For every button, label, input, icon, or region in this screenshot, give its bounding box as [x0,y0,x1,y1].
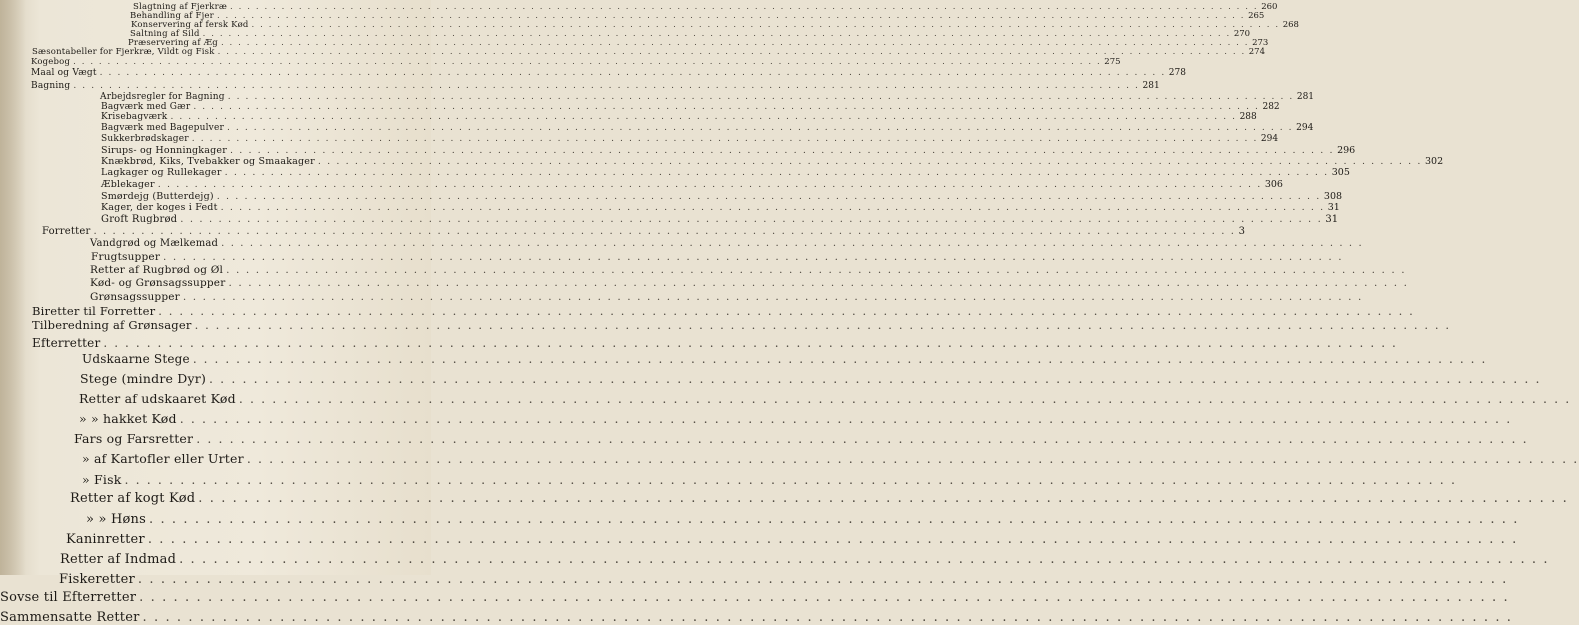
toc-leader-dots: . . . . . . . . . . . . . . . . . . . . . . . . . . . . . . . . . . . . . . . . . . . . . . . . . . . . . . . . . . . . . . . . . . . . . . . . . . . . . . . . . . . . . . . . . . . . . . . . . . . . . . . . . . . . . . . . . . . . . . . . [209,371,1542,386]
toc-entry-page-number: 273 [1252,38,1269,48]
toc-leader-dots: . . . . . . . . . . . . . . . . . . . . . . . . . . . . . . . . . . . . . . . . . . . . . . . . . . . . . . . . . . . . . . . . . . . . . . . . . . . . . . . . . . . . . . . . . . . . . . . . . . . . . . . . . . . . . . . . . . . . . . . . [198,491,1569,506]
toc-entry-label: Stege (mindre Dyr) [80,371,207,386]
toc-entry-page-number: 281 [1296,92,1315,102]
toc-leader-dots: . . . . . . . . . . . . . . . . . . . . . . . . . . . . . . . . . . . . . . . . . . . . . . . . . . . . . . . . . . . . . . . . . . . . . . . . . . . . . . . . . . . . . . . . . . . . . . . . . . . . . . . . . . . . . . . . . . . . . . . . [157,179,1262,190]
toc-entry [101,145,1356,156]
toc-leader-dots: . . . . . . . . . . . . . . . . . . . . . . . . . . . . . . . . . . . . . . . . . . . . . . . . . . . . . . . . . . . . . . . . . . . . . . . . . . . . . . . . . . . . . . . . . . . . . . . . . . . . . . . . . . . . . . . . . . . . . . . . [220,38,1250,48]
toc-entry [101,134,1279,144]
toc-entry [80,371,1542,386]
toc-entry-label: Sammensatte Retter [0,610,140,625]
toc-entry [32,318,1451,332]
toc-entry [101,167,1350,178]
toc-entry-page-number: 296 [1337,145,1356,156]
toc-entry-page-number: 270 [1233,29,1251,39]
toc-leader-dots: . . . . . . . . . . . . . . . . . . . . . . . . . . . . . . . . . . . . . . . . . . . . . . . . . . . . . . . . . . . . . . . . . . . . . . . . . . . . . . . . . . . . . . . . . . . . . . . . . . . . . . . . . . . . . . . . . . . . . . . . [226,264,1407,276]
toc-entry-label: Retter af udskaaret Kød [79,391,236,406]
toc-entry-label: » » hakket Kød [79,411,177,426]
toc-entry-label: Bagning [31,81,71,91]
toc-entry-label: » » Høns [86,512,146,527]
toc-entry [82,472,1457,487]
toc-entry [0,590,1510,605]
toc-entry-page-number: 281 [1142,81,1160,91]
toc-entry-label: Saltning af Sild [130,29,200,39]
toc-entry-label: Slagtning af Fjerkræ [133,2,228,12]
toc-entry-label: Bagværk med Gær [101,102,191,112]
toc-entry [70,491,1569,506]
toc-entry-label: Udskaarne Stege [82,352,190,366]
toc-leader-dots: . . . . . . . . . . . . . . . . . . . . . . . . . . . . . . . . . . . . . . . . . . . . . . . . . . . . . . . . . . . . . . . . . . . . . . . . . . . . . . . . . . . . . . . . . . . . . . . . . . . . . . . . . . . . . . . . . . . . . . . . [179,552,1550,567]
toc-leader-dots: . . . . . . . . . . . . . . . . . . . . . . . . . . . . . . . . . . . . . . . . . . . . . . . . . . . . . . . . . . . . . . . . . . . . . . . . . . . . . . . . . . . . . . . . . . . . . . . . . . . . . . . . . . . . . . . . . . . . . . . . [230,2,1259,12]
toc-leader-dots: . . . . . . . . . . . . . . . . . . . . . . . . . . . . . . . . . . . . . . . . . . . . . . . . . . . . . . . . . . . . . . . . . . . . . . . . . . . . . . . . . . . . . . . . . . . . . . . . . . . . . . . . . . . . . . . . . . . . . . . . [216,11,1246,21]
toc-leader-dots: . . . . . . . . . . . . . . . . . . . . . . . . . . . . . . . . . . . . . . . . . . . . . . . . . . . . . . . . . . . . . . . . . . . . . . . . . . . . . . . . . . . . . . . . . . . . . . . . . . . . . . . . . . . . . . . . . . . . . . . . [147,532,1518,547]
toc-entry-label: Kaninretter [66,532,145,547]
toc-entry-page-number: 282 [1262,102,1280,112]
toc-entry-label: Frugtsupper [91,251,161,263]
toc-entry-page-number: 268 [1282,20,1299,30]
toc-entry-label: Bagværk med Bagepulver [101,123,224,133]
toc-entry-page-number: 302 [1425,156,1444,167]
toc-leader-dots: . . . . . . . . . . . . . . . . . . . . . . . . . . . . . . . . . . . . . . . . . . . . . . . . . . . . . . . . . . . . . . . . . . . . . . . . . . . . . . . . . . . . . . . . . . . . . . . . . . . . . . . . . . . . . . . . . . . . . . . . [228,277,1409,289]
toc-entry-page-number: 31 [1325,214,1339,225]
toc-entry [74,431,1529,446]
toc-entry-label: Fars og Farsretter [74,431,194,446]
toc-entry-label: Grønsagssupper [90,291,180,303]
toc-entry [101,179,1283,190]
toc-entry-page-number: 31 [1327,202,1340,213]
toc-entry [101,123,1314,133]
toc-leader-dots: . . . . . . . . . . . . . . . . . . . . . . . . . . . . . . . . . . . . . . . . . . . . . . . . . . . . . . . . . . . . . . . . . . . . . . . . . . . . . . . . . . . . . . . . . . . . . . . . . . . . . . . . . . . . . . . . . . . . . . . . [192,352,1487,366]
toc-entry-label: Tilberedning af Grønsager [32,318,192,332]
toc-entry-label: Vandgrød og Mælkemad [90,238,219,249]
toc-entry-page-number: 278 [1168,68,1186,78]
toc-leader-dots: . . . . . . . . . . . . . . . . . . . . . . . . . . . . . . . . . . . . . . . . . . . . . . . . . . . . . . . . . . . . . . . . . . . . . . . . . . . . . . . . . . . . . . . . . . . . . . . . . . . . . . . . . . . . . . . . . . . . . . . . [227,123,1294,133]
toc-entry [101,156,1444,167]
toc-entry [90,264,1407,276]
toc-entry [32,47,1265,57]
toc-entry-label: Fiskeretter [59,572,135,587]
toc-leader-dots: . . . . . . . . . . . . . . . . . . . . . . . . . . . . . . . . . . . . . . . . . . . . . . . . . . . . . . . . . . . . . . . . . . . . . . . . . . . . . . . . . . . . . . . . . . . . . . . . . . . . . . . . . . . . . . . . . . . . . . . . [148,512,1520,527]
toc-entry [86,512,1520,527]
toc-leader-dots: . . . . . . . . . . . . . . . . . . . . . . . . . . . . . . . . . . . . . . . . . . . . . . . . . . . . . . . . . . . . . . . . . . . . . . . . . . . . . . . . . . . . . . . . . . . . . . . . . . . . . . . . . . . . . . . . . . . . . . . . [93,226,1236,237]
toc-entry [101,202,1340,213]
toc-leader-dots: . . . . . . . . . . . . . . . . . . . . . . . . . . . . . . . . . . . . . . . . . . . . . . . . . . . . . . . . . . . . . . . . . . . . . . . . . . . . . . . . . . . . . . . . . . . . . . . . . . . . . . . . . . . . . . . . . . . . . . . . [142,610,1513,625]
toc-entry-label: Krisebagværk [101,112,168,122]
toc-entry-label: Behandling af Fjer [130,11,214,21]
toc-leader-dots: . . . . . . . . . . . . . . . . . . . . . . . . . . . . . . . . . . . . . . . . . . . . . . . . . . . . . . . . . . . . . . . . . . . . . . . . . . . . . . . . . . . . . . . . . . . . . . . . . . . . . . . . . . . . . . . . . . . . . . . . [191,134,1258,144]
toc-leader-dots: . . . . . . . . . . . . . . . . . . . . . . . . . . . . . . . . . . . . . . . . . . . . . . . . . . . . . . . . . . . . . . . . . . . . . . . . . . . . . . . . . . . . . . . . . . . . . . . . . . . . . . . . . . . . . . . . . . . . . . . . [202,29,1231,39]
toc-entry-label: » af Kartofler eller Urter [82,451,244,466]
toc-entry-page-number: 275 [1104,57,1121,67]
toc-entry [90,238,1364,249]
toc-leader-dots: . . . . . . . . . . . . . . . . . . . . . . . . . . . . . . . . . . . . . . . . . . . . . . . . . . . . . . . . . . . . . . . . . . . . . . . . . . . . . . . . . . . . . . . . . . . . . . . . . . . . . . . . . . . . . . . . . . . . . . . . [179,411,1512,426]
toc-entry [59,572,1508,587]
toc-leader-dots: . . . . . . . . . . . . . . . . . . . . . . . . . . . . . . . . . . . . . . . . . . . . . . . . . . . . . . . . . . . . . . . . . . . . . . . . . . . . . . . . . . . . . . . . . . . . . . . . . . . . . . . . . . . . . . . . . . . . . . . . [103,336,1398,350]
toc-entry-page-number: 3 [1238,226,1245,237]
toc-entry-page-number: 294 [1260,134,1279,144]
toc-entry-label: Sirups- og Honningkager [101,145,227,156]
toc-entry [100,92,1315,102]
toc-entry-label: Lagkager og Rullekager [101,167,222,178]
toc-leader-dots: . . . . . . . . . . . . . . . . . . . . . . . . . . . . . . . . . . . . . . . . . . . . . . . . . . . . . . . . . . . . . . . . . . . . . . . . . . . . . . . . . . . . . . . . . . . . . . . . . . . . . . . . . . . . . . . . . . . . . . . . [224,167,1329,178]
toc-entry-label: Retter af Indmad [60,552,177,567]
toc-entry [42,226,1245,237]
toc-entry-label: Efterretter [32,336,101,350]
toc-leader-dots: . . . . . . . . . . . . . . . . . . . . . . . . . . . . . . . . . . . . . . . . . . . . . . . . . . . . . . . . . . . . . . . . . . . . . . . . . . . . . . . . . . . . . . . . . . . . . . . . . . . . . . . . . . . . . . . . . . . . . . . . [139,590,1510,605]
toc-entry-page-number: 308 [1323,191,1343,202]
toc-entry-label: Kød- og Grønsagssupper [90,277,226,289]
toc-entry [82,451,1579,466]
toc-entry [82,352,1487,366]
toc-entry-label: » Fisk [82,472,122,487]
toc-leader-dots: . . . . . . . . . . . . . . . . . . . . . . . . . . . . . . . . . . . . . . . . . . . . . . . . . . . . . . . . . . . . . . . . . . . . . . . . . . . . . . . . . . . . . . . . . . . . . . . . . . . . . . . . . . . . . . . . . . . . . . . . [251,20,1280,30]
toc-entry-label: Retter af kogt Kød [70,491,196,506]
toc-leader-dots: . . . . . . . . . . . . . . . . . . . . . . . . . . . . . . . . . . . . . . . . . . . . . . . . . . . . . . . . . . . . . . . . . . . . . . . . . . . . . . . . . . . . . . . . . . . . . . . . . . . . . . . . . . . . . . . . . . . . . . . . [317,156,1422,167]
toc-entry [66,532,1518,547]
toc-leader-dots: . . . . . . . . . . . . . . . . . . . . . . . . . . . . . . . . . . . . . . . . . . . . . . . . . . . . . . . . . . . . . . . . . . . . . . . . . . . . . . . . . . . . . . . . . . . . . . . . . . . . . . . . . . . . . . . . . . . . . . . . [216,191,1321,202]
toc-leader-dots: . . . . . . . . . . . . . . . . . . . . . . . . . . . . . . . . . . . . . . . . . . . . . . . . . . . . . . . . . . . . . . . . . . . . . . . . . . . . . . . . . . . . . . . . . . . . . . . . . . . . . . . . . . . . . . . . . . . . . . . . [182,291,1363,303]
toc-entry-label: Præservering af Æg [128,38,218,48]
toc-leader-dots: . . . . . . . . . . . . . . . . . . . . . . . . . . . . . . . . . . . . . . . . . . . . . . . . . . . . . . . . . . . . . . . . . . . . . . . . . . . . . . . . . . . . . . . . . . . . . . . . . . . . . . . . . . . . . . . . . . . . . . . . [220,202,1325,213]
toc-entry-label: Knækbrød, Kiks, Tvebakker og Smaakager [101,156,315,167]
toc-leader-dots: . . . . . . . . . . . . . . . . . . . . . . . . . . . . . . . . . . . . . . . . . . . . . . . . . . . . . . . . . . . . . . . . . . . . . . . . . . . . . . . . . . . . . . . . . . . . . . . . . . . . . . . . . . . . . . . . . . . . . . . . [229,145,1335,156]
toc-leader-dots: . . . . . . . . . . . . . . . . . . . . . . . . . . . . . . . . . . . . . . . . . . . . . . . . . . . . . . . . . . . . . . . . . . . . . . . . . . . . . . . . . . . . . . . . . . . . . . . . . . . . . . . . . . . . . . . . . . . . . . . . [158,304,1415,318]
toc-leader-dots: . . . . . . . . . . . . . . . . . . . . . . . . . . . . . . . . . . . . . . . . . . . . . . . . . . . . . . . . . . . . . . . . . . . . . . . . . . . . . . . . . . . . . . . . . . . . . . . . . . . . . . . . . . . . . . . . . . . . . . . . [73,81,1140,91]
toc-entry-label: Maal og Vægt [31,68,97,78]
toc-leader-dots: . . . . . . . . . . . . . . . . . . . . . . . . . . . . . . . . . . . . . . . . . . . . . . . . . . . . . . . . . . . . . . . . . . . . . . . . . . . . . . . . . . . . . . . . . . . . . . . . . . . . . . . . . . . . . . . . . . . . . . . . [170,112,1237,122]
toc-entry [79,391,1571,406]
toc-entry [90,277,1409,289]
toc-leader-dots: . . . . . . . . . . . . . . . . . . . . . . . . . . . . . . . . . . . . . . . . . . . . . . . . . . . . . . . . . . . . . . . . . . . . . . . . . . . . . . . . . . . . . . . . . . . . . . . . . . . . . . . . . . . . . . . . . . . . . . . . [163,251,1344,263]
toc-leader-dots: . . . . . . . . . . . . . . . . . . . . . . . . . . . . . . . . . . . . . . . . . . . . . . . . . . . . . . . . . . . . . . . . . . . . . . . . . . . . . . . . . . . . . . . . . . . . . . . . . . . . . . . . . . . . . . . . . . . . . . . . [217,47,1246,57]
toc-entry-label: Sæsontabeller for Fjerkræ, Vildt og Fisk [32,47,215,57]
toc-leader-dots: . . . . . . . . . . . . . . . . . . . . . . . . . . . . . . . . . . . . . . . . . . . . . . . . . . . . . . . . . . . . . . . . . . . . . . . . . . . . . . . . . . . . . . . . . . . . . . . . . . . . . . . . . . . . . . . . . . . . . . . . [124,472,1457,487]
toc-leader-dots: . . . . . . . . . . . . . . . . . . . . . . . . . . . . . . . . . . . . . . . . . . . . . . . . . . . . . . . . . . . . . . . . . . . . . . . . . . . . . . . . . . . . . . . . . . . . . . . . . . . . . . . . . . . . . . . . . . . . . . . . [194,318,1451,332]
toc-leader-dots: . . . . . . . . . . . . . . . . . . . . . . . . . . . . . . . . . . . . . . . . . . . . . . . . . . . . . . . . . . . . . . . . . . . . . . . . . . . . . . . . . . . . . . . . . . . . . . . . . . . . . . . . . . . . . . . . . . . . . . . . [221,238,1364,249]
toc-entry-label: Æblekager [101,179,155,190]
toc-entry [79,411,1512,426]
toc-leader-dots: . . . . . . . . . . . . . . . . . . . . . . . . . . . . . . . . . . . . . . . . . . . . . . . . . . . . . . . . . . . . . . . . . . . . . . . . . . . . . . . . . . . . . . . . . . . . . . . . . . . . . . . . . . . . . . . . . . . . . . . . [238,391,1571,406]
toc-leader-dots: . . . . . . . . . . . . . . . . . . . . . . . . . . . . . . . . . . . . . . . . . . . . . . . . . . . . . . . . . . . . . . . . . . . . . . . . . . . . . . . . . . . . . . . . . . . . . . . . . . . . . . . . . . . . . . . . . . . . . . . . [246,451,1579,466]
toc-entry [0,610,1513,625]
toc-leader-dots: . . . . . . . . . . . . . . . . . . . . . . . . . . . . . . . . . . . . . . . . . . . . . . . . . . . . . . . . . . . . . . . . . . . . . . . . . . . . . . . . . . . . . . . . . . . . . . . . . . . . . . . . . . . . . . . . . . . . . . . . [193,102,1260,112]
toc-entry-label: Groft Rugbrød [101,214,178,225]
toc-entry [60,552,1550,567]
toc-entry-label: Kager, der koges i Fedt [101,202,218,213]
toc-leader-dots: . . . . . . . . . . . . . . . . . . . . . . . . . . . . . . . . . . . . . . . . . . . . . . . . . . . . . . . . . . . . . . . . . . . . . . . . . . . . . . . . . . . . . . . . . . . . . . . . . . . . . . . . . . . . . . . . . . . . . . . . [99,68,1166,78]
toc-entry-page-number: 274 [1248,47,1265,57]
toc-entry [31,57,1121,67]
toc-entry-label: Forretter [42,226,91,237]
toc-entry-page-number: 265 [1248,11,1265,21]
toc-entry-page-number: 288 [1239,112,1257,122]
toc-entry-label: Smørdejg (Butterdejg) [101,191,214,202]
toc-entry-label: Biretter til Forretter [32,304,156,318]
toc-entry [32,304,1415,318]
toc-entry-label: Sukkerbrødskager [101,134,189,144]
toc-entry [90,291,1363,303]
toc-entry [32,336,1398,350]
toc-entry-page-number: 294 [1296,123,1314,133]
toc-leader-dots: . . . . . . . . . . . . . . . . . . . . . . . . . . . . . . . . . . . . . . . . . . . . . . . . . . . . . . . . . . . . . . . . . . . . . . . . . . . . . . . . . . . . . . . . . . . . . . . . . . . . . . . . . . . . . . . . . . . . . . . . [73,57,1102,67]
toc-entry [31,81,1160,91]
toc-leader-dots: . . . . . . . . . . . . . . . . . . . . . . . . . . . . . . . . . . . . . . . . . . . . . . . . . . . . . . . . . . . . . . . . . . . . . . . . . . . . . . . . . . . . . . . . . . . . . . . . . . . . . . . . . . . . . . . . . . . . . . . . [137,572,1508,587]
toc-entry-label: Retter af Rugbrød og Øl [90,264,224,276]
toc-entry [31,68,1186,78]
toc-entry-label: Sovse til Efterretter [0,590,137,605]
toc-leader-dots: . . . . . . . . . . . . . . . . . . . . . . . . . . . . . . . . . . . . . . . . . . . . . . . . . . . . . . . . . . . . . . . . . . . . . . . . . . . . . . . . . . . . . . . . . . . . . . . . . . . . . . . . . . . . . . . . . . . . . . . . [227,92,1294,102]
toc-entry [101,102,1280,112]
toc-entry [101,214,1339,225]
toc-entry [91,251,1344,263]
toc-entry-page-number: 305 [1331,167,1350,178]
toc-entry [101,112,1257,122]
toc-entry-page-number: 306 [1264,179,1283,190]
toc-entry-label: Kogebog [31,57,71,67]
toc-entry-label: Arbejdsregler for Bagning [100,92,225,102]
toc-leader-dots: . . . . . . . . . . . . . . . . . . . . . . . . . . . . . . . . . . . . . . . . . . . . . . . . . . . . . . . . . . . . . . . . . . . . . . . . . . . . . . . . . . . . . . . . . . . . . . . . . . . . . . . . . . . . . . . . . . . . . . . . [196,431,1529,446]
toc-entry-page-number: 260 [1261,2,1278,12]
toc-leader-dots: . . . . . . . . . . . . . . . . . . . . . . . . . . . . . . . . . . . . . . . . . . . . . . . . . . . . . . . . . . . . . . . . . . . . . . . . . . . . . . . . . . . . . . . . . . . . . . . . . . . . . . . . . . . . . . . . . . . . . . . . [180,214,1323,225]
toc-entry [101,191,1343,202]
toc-entry-label: Konservering af fersk Kød [131,20,249,30]
